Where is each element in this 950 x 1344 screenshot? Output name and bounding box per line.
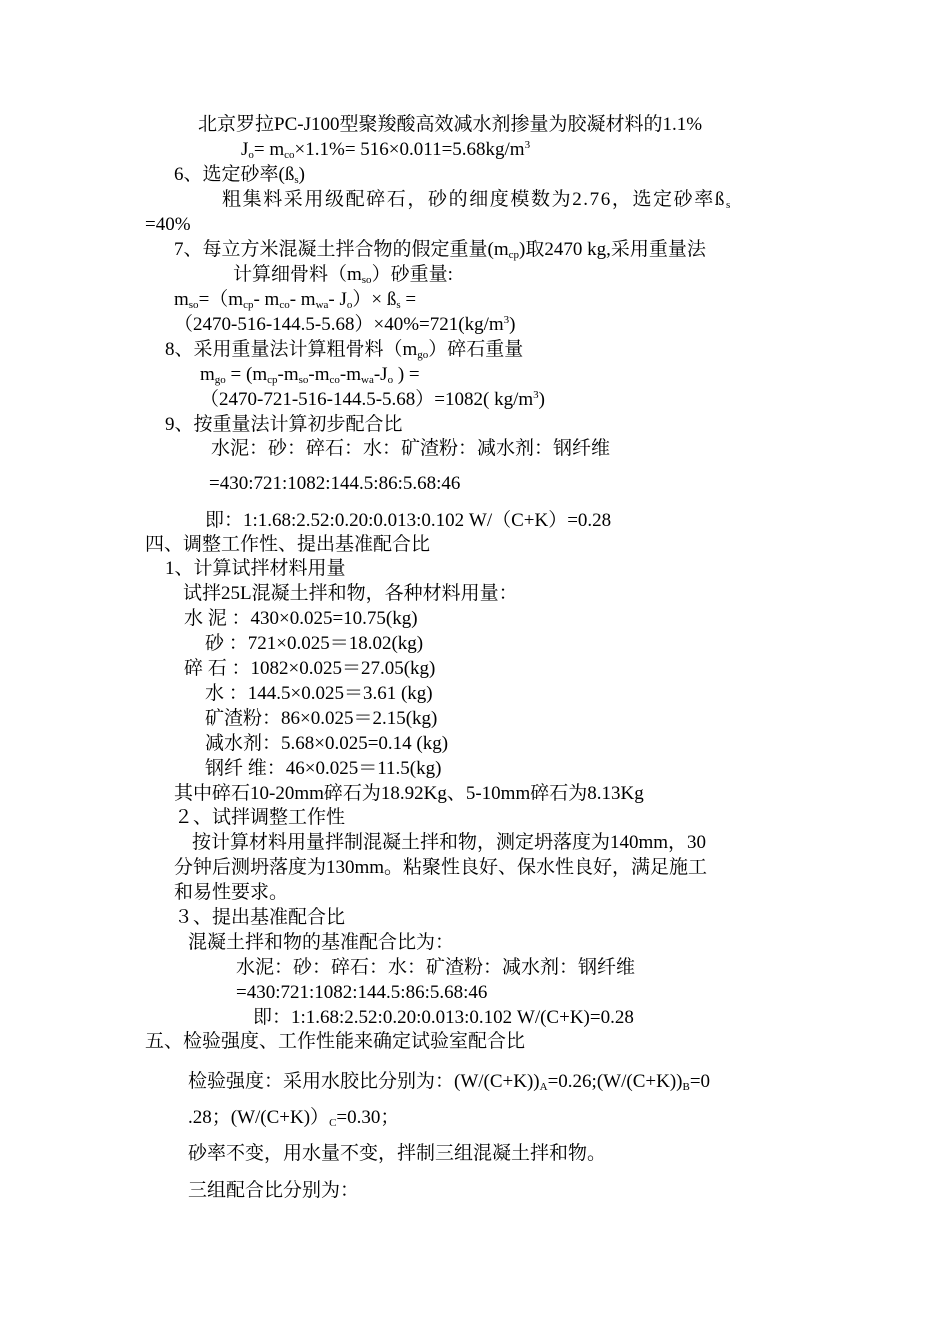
base-mix-intro: 混凝土拌和物的基准配合比为： (188, 932, 455, 953)
step-6-heading: 6、选定砂率$(ß_s)$ (174, 164, 305, 186)
gravel-mass-formula: $m_{go} = (m_{cp}-m_{so}-m_{co}-m_{wa}-J_o$ ) = (200, 364, 420, 386)
gravel-mass-result: （2470-721-516-144.5-5.68）=1082( $kg/m^3$) (200, 389, 545, 410)
water-binder-ratios-line-1: 检验强度：采用水胶比分别为：$(W/(C+K))_A=0.26;(W/(C+K))_B=0$ (188, 1071, 711, 1093)
gravel-split-note: 其中碎石10-20mm碎石为18.92Kg、5-10mm碎石为8.13Kg (174, 783, 644, 804)
step-4-2-heading: ２、试拌调整工作性 (174, 807, 346, 828)
section-5-heading: 五、检验强度、工作性能来确定试验室配合比 (145, 1031, 526, 1052)
sand-mass-result: $(2470-516-144.5-5.68)\times 40\%=721(kg/m^3)$ (174, 314, 516, 335)
sand-ratio-value: =40% (145, 214, 191, 235)
trial-gravel: 碎 石 ：1082×0.025＝27.05(kg) (184, 658, 436, 679)
step-8-heading: 8、采用重量法计算粗骨料$(m_{go})$碎石重量 (165, 339, 524, 361)
base-mix-normalized: 即：1:1.68:2.52:0.20:0.013:0.102 W/(C+K)=0.28 (253, 1007, 634, 1028)
three-mix-intro: 三组配合比分别为： (188, 1180, 360, 1201)
initial-mix-ratio: =430:721:1082:144.5:86:5.68:46 (209, 473, 461, 494)
step-9-heading: 9、按重量法计算初步配合比 (165, 414, 403, 435)
initial-mix-normalized: 即：1:1.68:2.52:0.20:0.013:0.102 W/（C+K）=0.28 (205, 510, 612, 531)
slump-test-line-3: 和易性要求。 (174, 882, 289, 903)
trial-slag-powder: 矿渣粉：86×0.025＝2.15(kg) (205, 708, 438, 729)
section-4-heading: 四、调整工作性、提出基准配合比 (145, 534, 431, 555)
trial-sand: 砂 ：721×0.025＝18.02(kg) (205, 633, 424, 654)
trial-water: 水 ：144.5×0.025＝3.61 (kg) (205, 683, 433, 704)
step-4-3-heading: ３、提出基准配合比 (174, 907, 346, 928)
trial-batch-intro: 试拌25L混凝土拌和物，各种材料用量： (183, 583, 518, 604)
admixture-mass-formula: $J_o= m_{co}\times 1.1\%= 516\times 0.011=5.68kg/m^3$ (241, 139, 531, 161)
water-binder-ratios-line-2: .28；$(W/(C+K))_C=0.30$； (188, 1107, 400, 1129)
trial-steel-fiber: 钢纤 维：46×0.025＝11.5(kg) (205, 758, 442, 779)
trial-cement: 水 泥 ：430×0.025=10.75(kg) (184, 608, 418, 629)
sand-mass-formula: $m_{so}=(m_{cp}-$ $m_{co}-$ $m_{wa}-$ $J_o)\times$ $ß_s$ = (174, 289, 417, 311)
base-mix-ratio: =430:721:1082:144.5:86:5.68:46 (236, 982, 488, 1003)
sand-ratio-text: 粗集料采用级配碎石，砂的细度模数为2.76，选定砂率$ß_s$ (222, 189, 732, 211)
step-7-heading: 7、每立方米混凝土拌合物的假定重量$(m_{cp})$取2470 kg,采用重量法 (174, 239, 706, 261)
trial-water-reducer: 减水剂：5.68×0.025=0.14 (kg) (205, 733, 449, 754)
slump-test-line-2: 分钟后测坍落度为130mm。粘聚性良好、保水性良好，满足施工 (174, 857, 708, 878)
admixture-dosage-line: 北京罗拉PC-J100型聚羧酸高效减水剂掺量为胶凝材料的1.1% (198, 114, 703, 135)
slump-test-line-1: 按计算材料用量拌制混凝土拌和物，测定坍落度为140mm，30 (192, 832, 707, 853)
constant-conditions-note: 砂率不变，用水量不变，拌制三组混凝土拌和物。 (188, 1143, 607, 1164)
step-4-1-heading: 1、计算试拌材料用量 (165, 558, 346, 579)
step-7-subheading: 计算细骨料$(m_{so})$砂重量: (233, 264, 453, 286)
base-mix-components: 水泥：砂：碎石：水：矿渣粉：减水剂：钢纤维 (236, 957, 636, 978)
initial-mix-components: 水泥：砂：碎石：水：矿渣粉：减水剂：钢纤维 (211, 438, 611, 459)
